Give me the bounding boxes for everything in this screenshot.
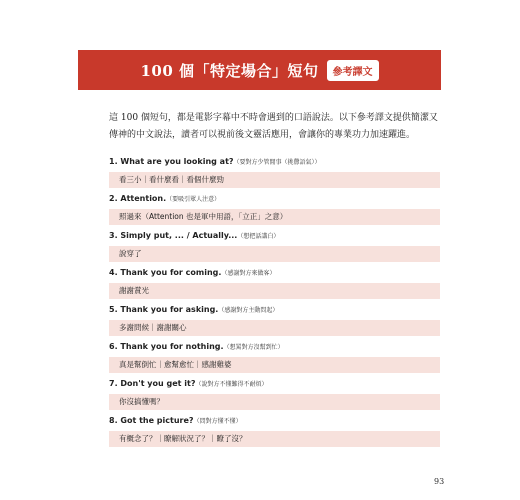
phrase-number: 1.	[109, 157, 118, 166]
phrase-item	[109, 229, 440, 266]
page-title: 100 個「特定場合」短句	[140, 61, 319, 80]
phrase-note: （要吸引眾人注意）	[166, 196, 221, 203]
phrase-translation: 真是幫倒忙｜愈幫愈忙｜感謝雞婆	[109, 357, 440, 373]
phrase-heading	[109, 377, 440, 391]
phrase-translation: 多謝問候｜謝謝關心	[109, 320, 440, 336]
phrase-english: Got the picture?	[120, 416, 194, 425]
phrase-heading	[109, 340, 440, 354]
phrase-item	[109, 192, 440, 229]
phrase-heading	[109, 303, 440, 317]
phrase-translation: 照過來（Attention 也是軍中用語，「立正」之意）	[109, 209, 440, 225]
phrase-english: What are you looking at?	[120, 157, 234, 166]
phrase-note: （感謝對方主動問起）	[218, 307, 279, 314]
phrase-english: Thank you for coming.	[120, 268, 222, 277]
phrase-english: Attention.	[120, 194, 167, 203]
phrase-number: 6.	[109, 342, 118, 351]
phrase-item	[109, 414, 440, 451]
phrase-note: （感謝對方來做客）	[221, 270, 276, 277]
phrase-translation: 看三小｜看什麼看｜看個什麼勁	[109, 172, 440, 188]
page-number: 93	[434, 477, 445, 486]
intro-paragraph: 這 100 個短句，都是電影字幕中不時會遇到的口語說法。以下參考譯文提供簡潔又傳神的中文說法，讀者可以視前後文靈活應用，會讓你的專業功力加速躍進。	[109, 113, 438, 140]
phrase-heading	[109, 414, 440, 428]
phrase-number: 2.	[109, 194, 118, 203]
phrase-heading	[109, 229, 440, 243]
phrase-note: （想把話講白）	[237, 233, 280, 240]
phrase-translation: 有概念了？｜瞭解狀況了？｜瞭了沒？	[109, 431, 440, 447]
phrase-item	[109, 155, 440, 192]
phrase-item	[109, 266, 440, 303]
phrase-note: （問對方懂不懂）	[193, 418, 242, 425]
phrase-item	[109, 303, 440, 340]
phrase-translation: 說穿了	[109, 246, 440, 262]
phrase-note: （要對方少管閒事（挑釁語氣））	[233, 159, 321, 166]
phrase-number: 5.	[109, 305, 118, 314]
phrase-number: 7.	[109, 379, 118, 388]
phrase-number: 4.	[109, 268, 118, 277]
phrase-heading	[109, 266, 440, 280]
phrase-translation: 謝謝賞光	[109, 283, 440, 299]
phrase-english: Don't you get it?	[120, 379, 196, 388]
phrase-number: 8.	[109, 416, 118, 425]
phrase-item	[109, 377, 440, 414]
phrase-list	[109, 155, 440, 451]
phrase-english: Thank you for nothing.	[120, 342, 224, 351]
phrase-note: （想罵對方沒幫到忙）	[223, 344, 284, 351]
phrase-number: 3.	[109, 231, 118, 240]
phrase-english: Thank you for asking.	[120, 305, 219, 314]
title-banner	[78, 50, 441, 90]
phrase-english: Simply put, ... / Actually...	[120, 231, 238, 240]
phrase-heading	[109, 155, 440, 169]
phrase-heading	[109, 192, 440, 206]
phrase-translation: 你沒搞懂嗎？	[109, 394, 440, 410]
phrase-item	[109, 340, 440, 377]
title-badge: 參考譯文	[327, 60, 379, 81]
phrase-note: （說對方不懂難得不耐煩）	[195, 381, 268, 388]
